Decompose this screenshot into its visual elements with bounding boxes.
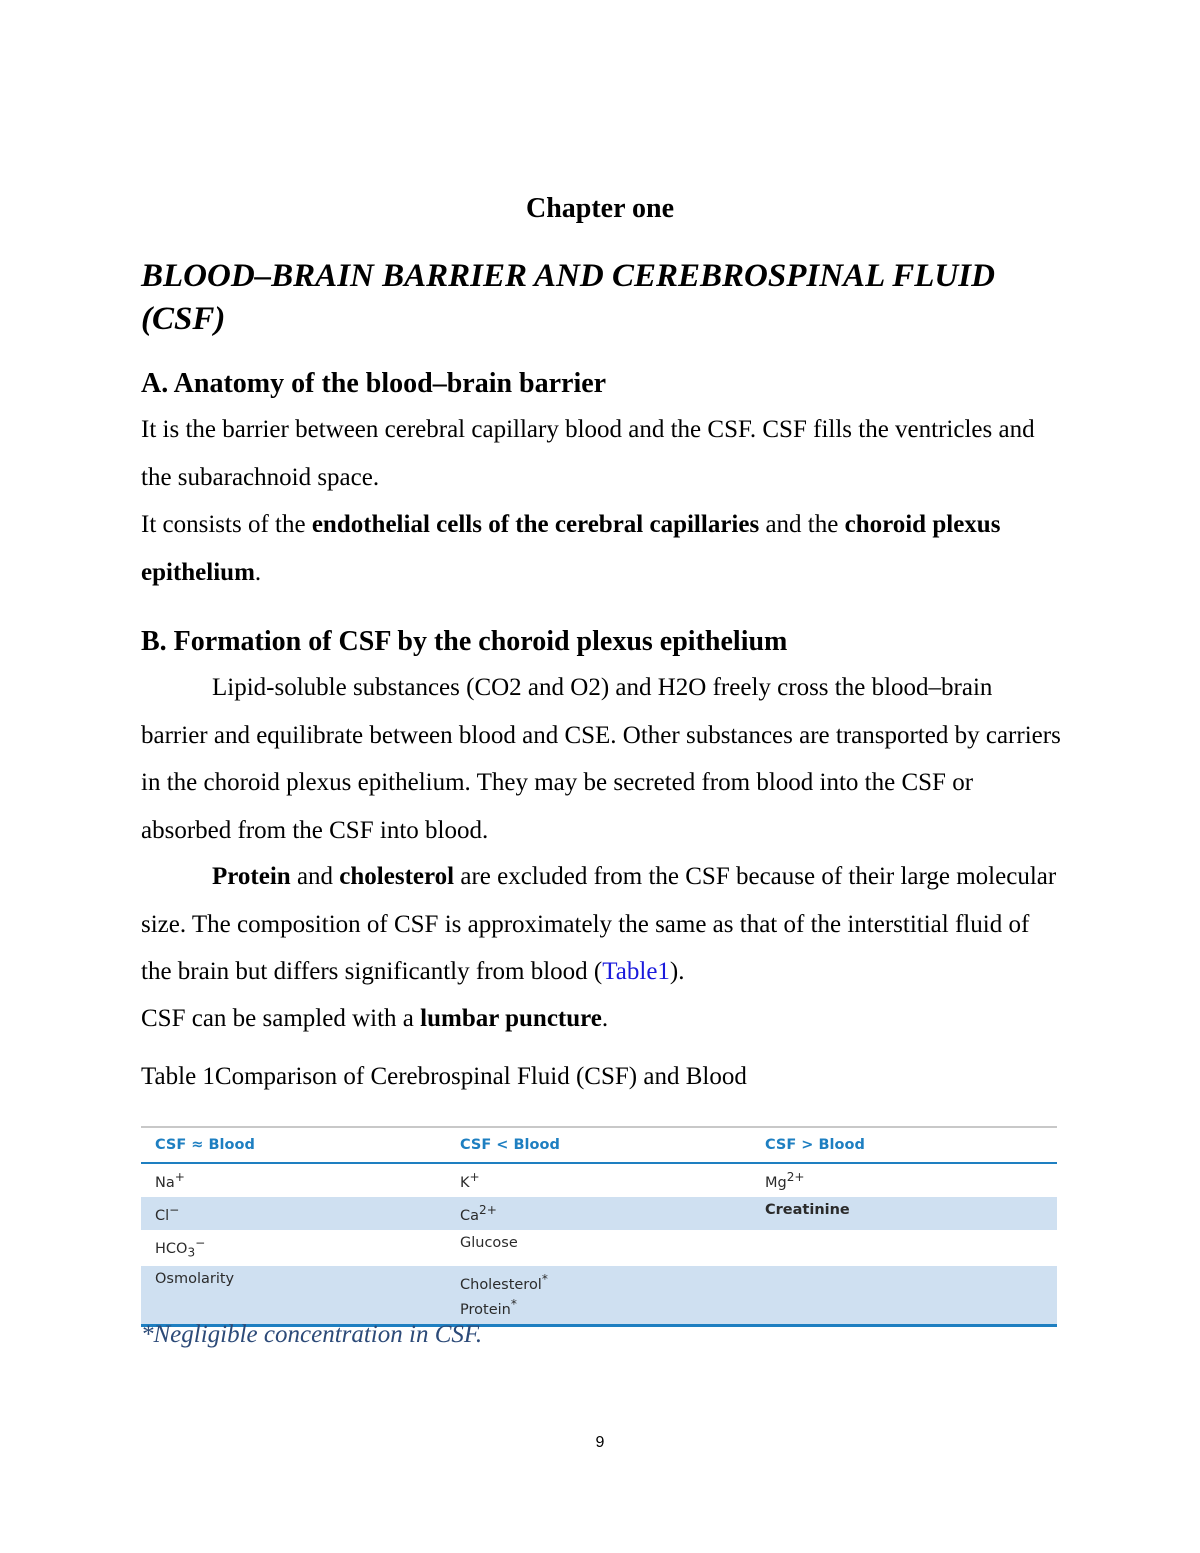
page-number: 9 (595, 1434, 605, 1451)
table-reference-link[interactable]: Table1 (602, 958, 670, 985)
section-a-heading: A. Anatomy of the blood–brain barrier (141, 368, 607, 399)
table-cell: Glucose (460, 1234, 518, 1251)
column-header: CSF > Blood (751, 1127, 1057, 1163)
table-cell: Na+ (155, 1170, 185, 1191)
table-cell: Creatinine (751, 1197, 1057, 1230)
section-b-heading: B. Formation of CSF by the choroid plexus epithelium (141, 626, 788, 657)
table-cell: Cholesterol* Protein* (446, 1266, 751, 1325)
table-cell: $HCO_3^-$ (155, 1235, 206, 1260)
table-cell: Osmolarity (141, 1266, 446, 1325)
bold-term: choroid plexus epithelium (141, 511, 1001, 586)
table-row (141, 1266, 1057, 1325)
column-header: CSF < Blood (446, 1127, 751, 1163)
bold-term: Protein (212, 863, 291, 890)
table-caption: Table 1Comparison of Cerebrospinal Fluid (CSF) and Blood (141, 1063, 747, 1090)
section-b-paragraph-2: Protein and cholesterol are excluded from the CSF because of their large molecular size. The composition of CSF is approximately the same as that of the interstitial fluid of the brain but differs significantly from blood (Table1). (141, 863, 1057, 985)
table-cell: K+ (460, 1170, 480, 1191)
section-b-paragraph-3: CSF can be sampled with a lumbar puncture. (141, 1005, 609, 1032)
table-row (141, 1230, 1057, 1267)
table-cell: $Mg^{2+}$ (765, 1170, 805, 1191)
table-header-row (141, 1127, 1057, 1163)
table-row (141, 1163, 1057, 1197)
bold-term: cholesterol (339, 863, 455, 890)
table-cell: $Ca^{2+}$ (446, 1197, 751, 1230)
bold-term: lumbar puncture (420, 1005, 602, 1032)
section-b-paragraph-1: Lipid-soluble substances (CO2 and O2) and H2O freely cross the blood–brain barrier and equilibrate between blood and CSE. Other substances are transported by carriers in the choroid plexus epithelium. They may be secreted from blood into the CSF or absorbed from the CSF into blood. (141, 674, 1061, 844)
section-a-paragraph-1: It is the barrier between cerebral capillary blood and the CSF. CSF fills the ventricles and the subarachnoid space. (141, 416, 1035, 491)
chapter-title: BLOOD–BRAIN BARRIER AND CEREBROSPINAL FLUID (CSF) (141, 258, 995, 337)
table-cell (751, 1230, 1057, 1267)
bold-term: endothelial cells of the cerebral capillaries (311, 511, 760, 538)
table-cell (751, 1266, 1057, 1325)
table-row (141, 1197, 1057, 1230)
section-a-paragraph-2: It consists of the endothelial cells of the cerebral capillaries and the choroid plexus epithelium. (141, 511, 1001, 586)
comparison-table (141, 1126, 1057, 1327)
table-cell: Cl− (141, 1197, 446, 1230)
table-footnote: *Negligible concentration in CSF. (141, 1321, 483, 1348)
chapter-heading: Chapter one (525, 193, 675, 224)
column-header: CSF ≈ Blood (141, 1127, 446, 1163)
